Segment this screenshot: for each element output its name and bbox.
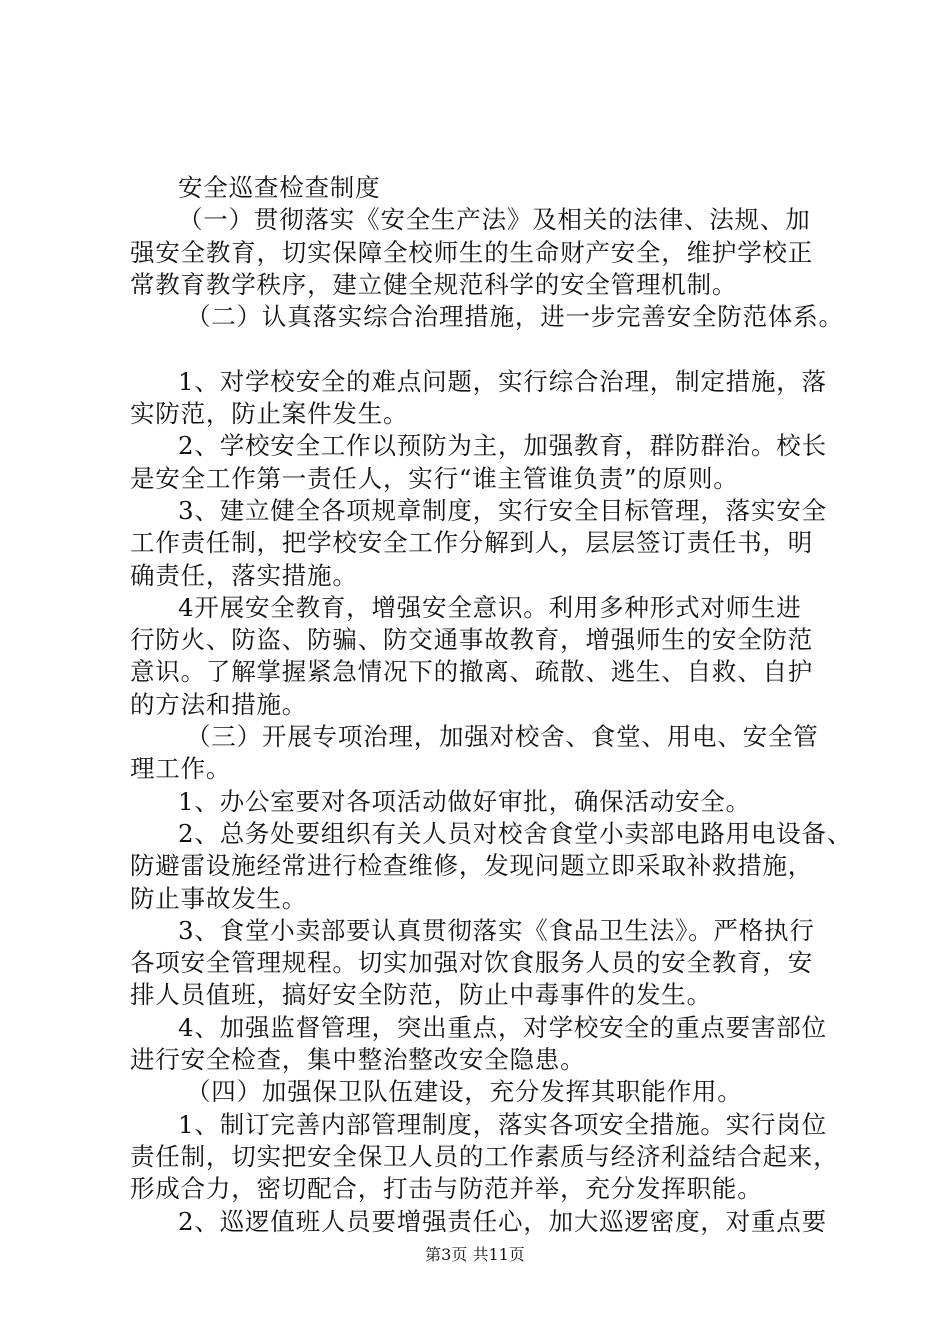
paragraph-line: 排人员值班，搞好安全防范，防止中毒事件的发生。 bbox=[130, 980, 712, 1010]
paragraph-line: 防避雷设施经常进行检查维修，发现问题立即采取补救措施， bbox=[130, 851, 814, 881]
paragraph-line: 形成合力，密切配合，打击与防范并举，充分发挥职能。 bbox=[130, 1174, 763, 1204]
paragraph-line: 实防范，防止案件发生。 bbox=[130, 399, 409, 429]
blank-line bbox=[130, 333, 840, 365]
paragraph-line: 强安全教育，切实保障全校师生的生命财产安全，维护学校正 bbox=[130, 237, 814, 267]
paragraph-line: 防止事故发生。 bbox=[130, 883, 308, 913]
paragraph-line: 意识。了解掌握紧急情况下的撤离、疏散、逃生、自救、自护 bbox=[130, 657, 814, 687]
paragraph-line: （四）加强保卫队伍建设，充分发挥其职能作用。 bbox=[186, 1077, 743, 1107]
paragraph-line: 3、建立健全各项规章制度，实行安全目标管理，落实安全 bbox=[178, 495, 827, 525]
paragraph-line: 行防火、防盗、防骗、防交通事故教育，增强师生的安全防范 bbox=[130, 625, 814, 655]
paragraph-line: 1、对学校安全的难点问题，实行综合治理，制定措施，落 bbox=[178, 366, 827, 396]
document-body bbox=[130, 172, 853, 1238]
paragraph-line: 3、食堂小卖部要认真贯彻落实《食品卫生法》。严格执行 bbox=[178, 915, 815, 945]
document-title: 安全巡查检查制度 bbox=[178, 173, 381, 202]
page-number-label: 第3页 共11页 bbox=[425, 1245, 525, 1264]
paragraph-line: 4、加强监督管理，突出重点，对学校安全的重点要害部位 bbox=[178, 1012, 827, 1042]
paragraph-line: （二）认真落实综合治理措施，进一步完善安全防范体系。 bbox=[186, 302, 844, 332]
paragraph-line: 常教育教学秩序，建立健全规范科学的安全管理机制。 bbox=[130, 269, 738, 299]
paragraph-line: 是安全工作第一责任人，实行“谁主管谁负责”的原则。 bbox=[130, 463, 739, 493]
paragraph-line: 4开展安全教育，增强安全意识。利用多种形式对师生进 bbox=[178, 592, 802, 622]
paragraph-line: 各项安全管理规程。切实加强对饮食服务人员的安全教育，安 bbox=[130, 948, 814, 978]
paragraph-line: 2、总务处要组织有关人员对校舍食堂小卖部电路用电设备、 bbox=[178, 818, 853, 848]
paragraph-line: （三）开展专项治理，加强对校舍、食堂、用电、安全管 bbox=[186, 722, 819, 752]
paragraph-line: 的方法和措施。 bbox=[130, 689, 308, 719]
paragraph-line: 1、制订完善内部管理制度，落实各项安全措施。实行岗位 bbox=[178, 1109, 827, 1139]
paragraph-line: 2、学校安全工作以预防为主，加强教育，群防群治。校长 bbox=[178, 431, 827, 461]
paragraph-line: 进行安全检查，集中整治整改安全隐患。 bbox=[130, 1045, 586, 1075]
paragraph-line: （一）贯彻落实《安全生产法》及相关的法律、法规、加 bbox=[178, 205, 811, 235]
paragraph-line: 理工作。 bbox=[130, 754, 232, 784]
paragraph-line: 工作责任制，把学校安全工作分解到人，层层签订责任书，明 bbox=[130, 528, 814, 558]
paragraph-line: 2、巡逻值班人员要增强责任心，加大巡逻密度，对重点要 bbox=[178, 1206, 827, 1236]
paragraph-line: 确责任，落实措施。 bbox=[130, 560, 358, 590]
paragraph-line: 责任制，切实把安全保卫人员的工作素质与经济利益结合起来， bbox=[130, 1141, 839, 1171]
paragraph-line: 1、办公室要对各项活动做好审批，确保活动安全。 bbox=[178, 786, 751, 816]
page-footer bbox=[0, 1245, 950, 1265]
